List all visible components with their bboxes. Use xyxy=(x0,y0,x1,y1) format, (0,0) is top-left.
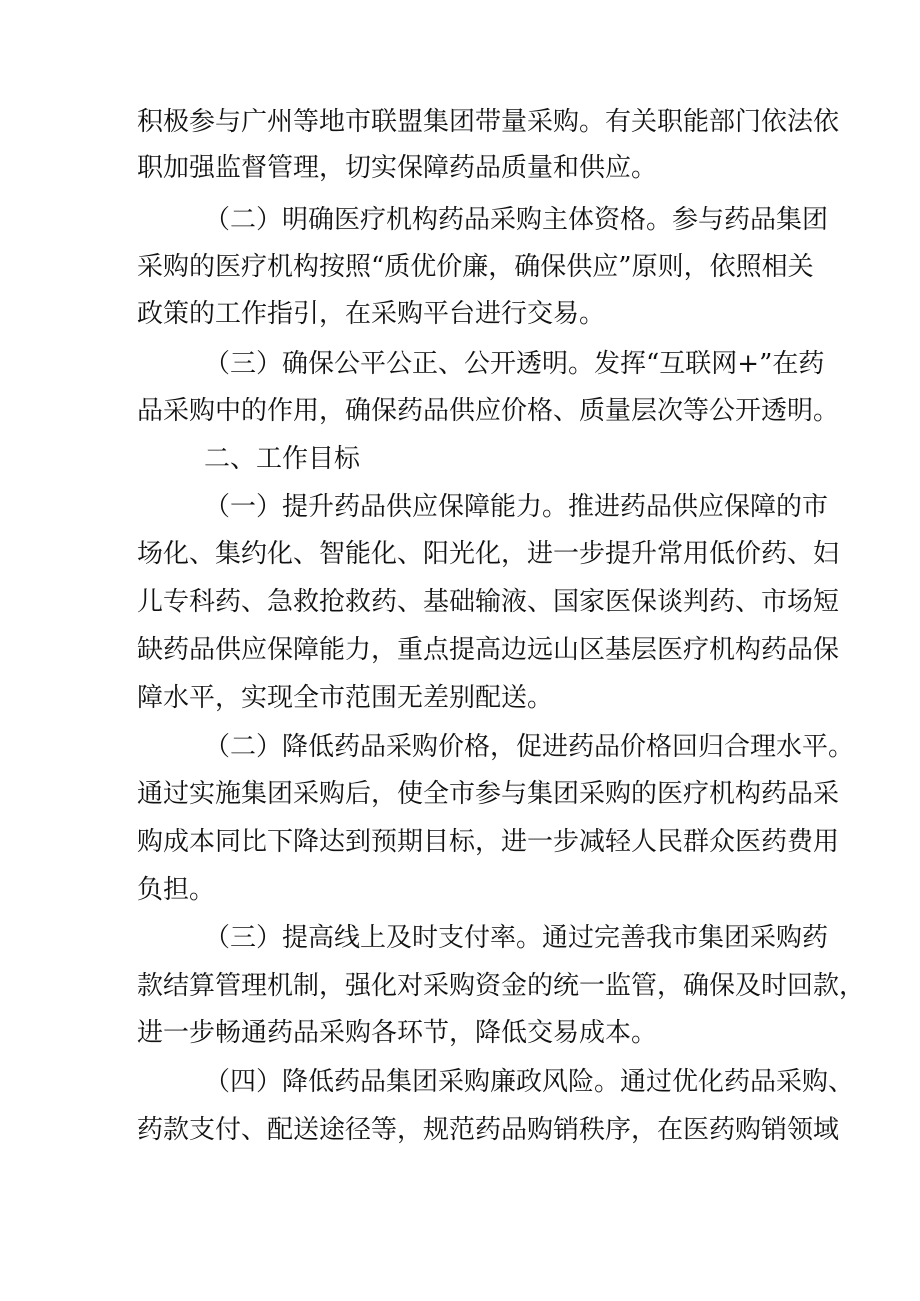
paragraph-line: （一）提升药品供应保障能力。推进药品供应保障的市 xyxy=(204,492,829,522)
paragraph-line: 通过实施集团采购后，使全市参与集团采购的医疗机构药品采 xyxy=(137,779,840,809)
paragraph-line: 款结算管理机制，强化对采购资金的统一监管，确保及时回款， xyxy=(137,971,866,1001)
paragraph-line: 负担。 xyxy=(137,875,216,905)
section-heading: 二、工作目标 xyxy=(204,444,361,474)
paragraph-line: 进一步畅通药品采购各环节，降低交易成本。 xyxy=(137,1018,658,1048)
paragraph-line: （四）降低药品集团采购廉政风险。通过优化药品采购、 xyxy=(204,1067,855,1097)
paragraph-line: （二）降低药品采购价格，促进药品价格回归合理水平。 xyxy=(204,732,855,762)
paragraph-line: 购成本同比下降达到预期目标，进一步减轻人民群众医药费用 xyxy=(137,827,840,857)
paragraph-line: 儿专科药、急救抢救药、基础输液、国家医保谈判药、市场短 xyxy=(137,587,840,617)
paragraph-line: 采购的医疗机构按照“质优价廉，确保供应”原则，依照相关 xyxy=(137,252,814,282)
paragraph-line: （三）确保公平公正、公开透明。发挥“互联网+”在药 xyxy=(204,349,825,379)
paragraph-line: 缺药品供应保障能力，重点提高边远山区基层医疗机构药品保 xyxy=(137,635,840,665)
paragraph-line: 政策的工作指引，在采购平台进行交易。 xyxy=(137,299,606,329)
paragraph-line: （三）提高线上及时支付率。通过完善我市集团采购药 xyxy=(204,923,829,953)
paragraph-line: 职加强监督管理，切实保障药品质量和供应。 xyxy=(137,153,658,183)
paragraph-line: 障水平，实现全市范围无差别配送。 xyxy=(137,683,554,713)
paragraph-line: 药款支付、配送途径等，规范药品购销秩序，在医药购销领域 xyxy=(137,1115,840,1145)
paragraph-line: （二）明确医疗机构药品采购主体资格。参与药品集团 xyxy=(204,205,829,235)
paragraph-line: 品采购中的作用，确保药品供应价格、质量层次等公开透明。 xyxy=(137,396,840,426)
paragraph-line: 场化、集约化、智能化、阳光化，进一步提升常用低价药、妇 xyxy=(137,539,840,569)
paragraph-line: 积极参与广州等地市联盟集团带量采购。有关职能部门依法依 xyxy=(137,107,840,137)
